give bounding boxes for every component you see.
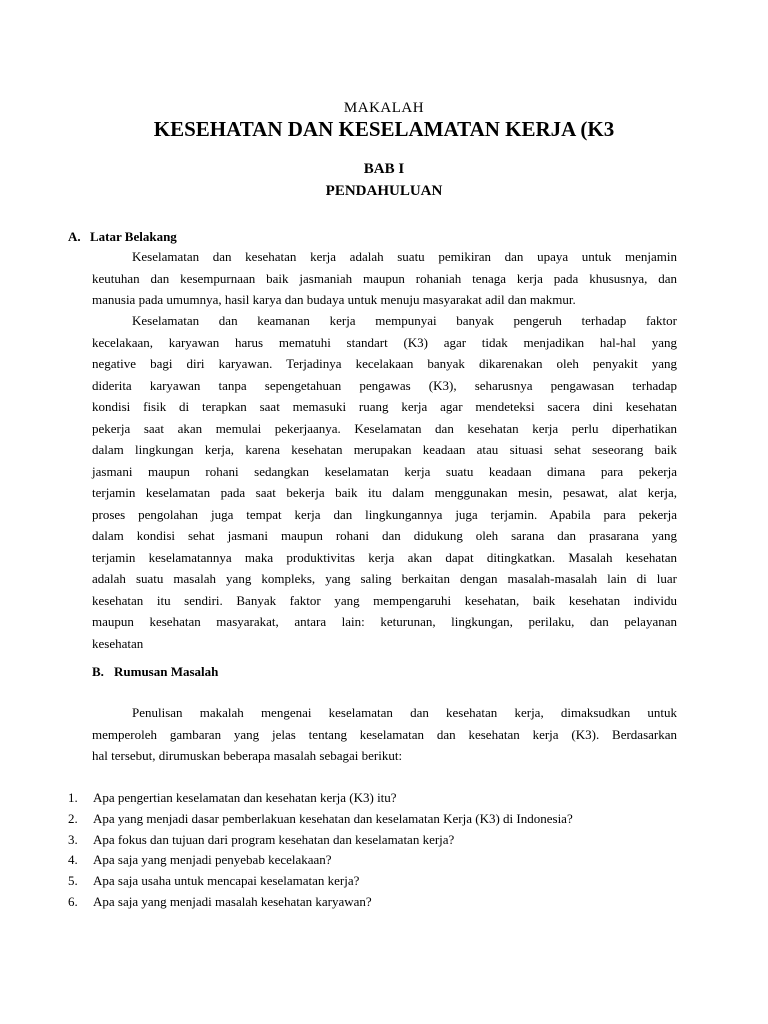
text-line: jasmani maupun rohani sedangkan keselamatan kerja suatu keadaan dimana para pekerja (92, 463, 677, 479)
list-item-text: Apa yang menjadi dasar pemberlakuan kesehatan dan keselamatan Kerja (K3) di Indonesia? (93, 811, 573, 826)
text-line: Penulisan makalah mengenai keselamatan dan kesehatan kerja, dimaksudkan untuk (132, 705, 677, 720)
section-a-title: Latar Belakang (90, 229, 177, 244)
section-b-heading (92, 664, 218, 680)
text-line: kesehatan itu sendiri. Banyak faktor yang mempengaruhi kesehatan, baik kesehatan individu (92, 592, 677, 608)
text-line: maupun kesehatan masyarakat, antara lain: keturunan, lingkungan, perilaku, dan pelayanan (92, 614, 677, 629)
text-line: pekerja saat akan memulai pekerjaanya. Keselamatan dan kesehatan kerja perlu diperhatikan (92, 420, 677, 436)
text-line: terjamin keselamatan pada saat bekerja baik itu dalam menggunakan mesin, pesawat, alat kerja, (92, 485, 677, 500)
text-line: hal tersebut, dirumuskan beberapa masalah sebagai berikut: (92, 748, 403, 763)
text-line: dalam kondisi sehat jasmani maupun rohani dan didukung oleh sarana dan prasarana yang (92, 528, 677, 543)
text-line: dalam lingkungan kerja, karena kesehatan merupakan keadaan atau situasi sehat seseorang baik (92, 442, 677, 457)
text-line: kondisi fisik di terapkan saat memasuki ruang kerja agar mendeteksi sacera dini kesehatan (92, 399, 677, 414)
list-item-text: Apa saja yang menjadi penyebab kecelakaan? (93, 852, 332, 867)
text-line: memperoleh gambaran yang jelas tentang keselamatan dan kesehatan kerja (K3). Berdasarkan (92, 726, 677, 742)
text-line: Keselamatan dan keamanan kerja mempunyai banyak pengeruh terhadap faktor (132, 313, 677, 328)
text-line: keutuhan dan kesempurnaan baik jasmaniah maupun rohaniah tenaga kerja pada khususnya, dan (92, 270, 677, 286)
list-item (68, 811, 573, 827)
text-line: terjamin keselamatannya maka produktivitas kerja akan dapat ditingkatkan. Masalah kesehatan (92, 549, 677, 565)
list-item-number: 4. (68, 852, 78, 867)
text-line: kecelakaan, karyawan harus mematuhi standart (K3) agar tidak menjadikan hal-hal yang (92, 334, 677, 350)
list-item (68, 790, 397, 806)
chapter-title: PENDAHULUAN (325, 183, 443, 199)
section-b-title: Rumusan Masalah (114, 664, 219, 679)
list-item (68, 873, 359, 889)
list-item (68, 852, 332, 868)
document-label: MAKALAH (343, 100, 425, 116)
list-item (68, 894, 372, 910)
text-line: adalah suatu masalah yang kompleks, yang saling berkaitan dengan masalah-masalah lain di luar (92, 571, 677, 586)
section-a-letter: A. (68, 229, 81, 244)
list-item-number: 5. (68, 873, 78, 888)
chapter-number: BAB I (363, 161, 405, 177)
document-title: KESEHATAN DAN KESELAMATAN KERJA (K3 (153, 117, 615, 141)
list-item-text: Apa saja yang menjadi masalah kesehatan karyawan? (93, 894, 372, 909)
list-item-text: Apa saja usaha untuk mencapai keselamatan kerja? (93, 873, 360, 888)
text-line: proses pengolahan juga tempat kerja dan lingkungannya juga terjamin. Apabila para pekerja (92, 506, 677, 522)
list-item-text: Apa fokus dan tujuan dari program kesehatan dan keselamatan kerja? (93, 832, 455, 847)
list-item (68, 832, 454, 848)
list-item-text: Apa pengertian keselamatan dan kesehatan kerja (K3) itu? (93, 790, 397, 805)
section-a-heading (68, 229, 177, 245)
text-line: negative bagi diri karyawan. Terjadinya kecelakaan banyak dikarenakan oleh penyakit yang (92, 356, 677, 371)
list-item-number: 1. (68, 790, 78, 805)
list-item-number: 2. (68, 811, 78, 826)
section-a-paragraph-2 (92, 310, 677, 654)
text-line: manusia pada umumnya, hasil karya dan budaya untuk menuju masyarakat adil dan makmur. (92, 292, 576, 307)
list-item-number: 6. (68, 894, 78, 909)
text-line: diderita karyawan tanpa sepengetahuan pengawas (K3), seharusnya pengawasan terhadap (92, 377, 677, 393)
text-line: kesehatan (92, 635, 144, 651)
text-line: Keselamatan dan kesehatan kerja adalah suatu pemikiran dan upaya untuk menjamin (132, 249, 677, 264)
section-b-letter: B. (92, 664, 104, 679)
section-a-paragraph-1 (92, 246, 677, 311)
list-item-number: 3. (68, 832, 78, 847)
section-b-paragraph-1 (92, 702, 677, 767)
